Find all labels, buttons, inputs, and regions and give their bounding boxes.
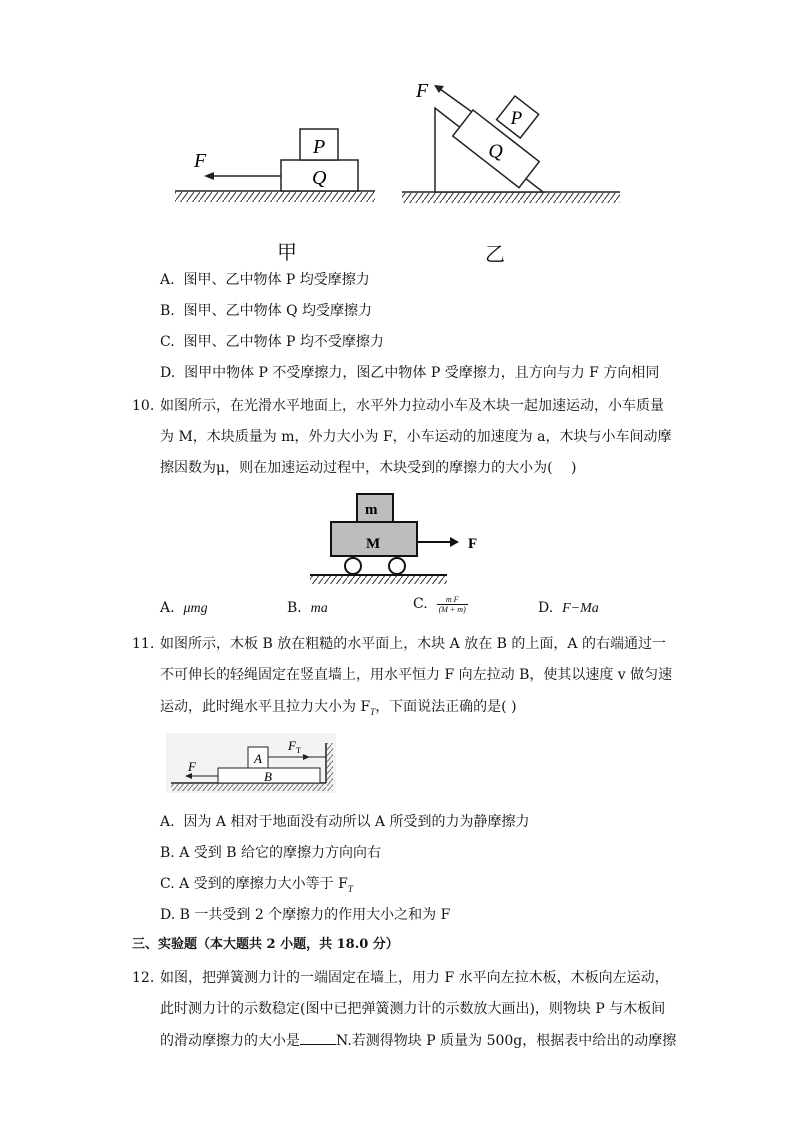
ground-hatch-yi bbox=[402, 193, 620, 203]
label-p-yi: P bbox=[510, 108, 523, 130]
option-text: 图甲、乙中物体 P 均不受摩擦力 bbox=[183, 334, 384, 350]
q11-option-c bbox=[160, 874, 353, 899]
option-text: F−Ma bbox=[562, 601, 599, 616]
q12-line-3 bbox=[160, 1030, 676, 1051]
label-f: F bbox=[194, 150, 207, 172]
force-arrowhead bbox=[204, 172, 214, 180]
label-m-big: M bbox=[366, 536, 381, 552]
figure-board-svg bbox=[166, 733, 336, 793]
answer-blank bbox=[300, 1030, 336, 1045]
wall-hatch bbox=[327, 743, 333, 791]
wheel-left bbox=[345, 558, 361, 574]
label-ft: F bbox=[288, 738, 296, 753]
option-text: μmg bbox=[183, 601, 208, 616]
q11-line-2: 不可伸长的轻绳固定在竖直墙上，用水平恒力 F 向左拉动 B，使其以速度 v 做匀速 bbox=[160, 667, 673, 683]
q11-line-3 bbox=[160, 697, 517, 722]
q9-option-d bbox=[160, 363, 659, 383]
figure-board bbox=[166, 733, 336, 793]
label-b: B bbox=[264, 769, 272, 784]
q10-number: 10. bbox=[132, 398, 155, 414]
q12-line-2: 此时测力计的示数稳定(图中已把弹簧测力计的示数放大画出)，则物块 P 与木板间 bbox=[160, 1001, 666, 1017]
label-f-cart: F bbox=[468, 536, 478, 552]
option-text: ma bbox=[310, 601, 328, 616]
fraction bbox=[437, 595, 468, 614]
q12-line-3-tail: N.若测得物块 P 质量为 500g，根据表中给出的动摩擦 bbox=[336, 1033, 677, 1049]
q9-option-a bbox=[160, 270, 370, 290]
q10-option-b bbox=[287, 598, 328, 619]
option-letter: A. bbox=[160, 600, 175, 616]
q11-line-3-text: 运动，此时绳水平且拉力大小为 F bbox=[160, 699, 371, 715]
label-q: Q bbox=[312, 167, 327, 189]
option-letter: B. bbox=[160, 845, 175, 861]
option-letter: B. bbox=[287, 600, 302, 616]
caption-yi: 乙 bbox=[485, 242, 505, 266]
board-ground-hatch bbox=[171, 784, 326, 791]
figure-yi-svg bbox=[400, 72, 625, 212]
ground-hatch bbox=[175, 192, 375, 202]
q11-option-a bbox=[160, 812, 530, 832]
figure-cart bbox=[305, 490, 495, 585]
fraction-denominator: (M + m) bbox=[438, 604, 466, 614]
q11-option-b bbox=[160, 843, 381, 863]
label-f-board: F bbox=[188, 759, 196, 774]
q10-option-a bbox=[160, 598, 208, 619]
cart-force-arrowhead bbox=[450, 537, 459, 547]
figure-cart-svg bbox=[305, 490, 495, 585]
subscript-t: T bbox=[347, 883, 353, 894]
label-f-yi: F bbox=[416, 80, 429, 102]
option-text: A 受到 B 给它的摩擦力方向向右 bbox=[179, 845, 381, 861]
label-q-yi: Q bbox=[488, 140, 503, 163]
option-text: A 受到的摩擦力大小等于 F bbox=[179, 876, 348, 892]
q11-line-1: 如图所示，木板 B 放在粗糙的水平面上，木块 A 放在 B 的上面，A 的右端通过一 bbox=[160, 636, 666, 652]
option-letter: C. bbox=[160, 876, 175, 892]
wheel-right bbox=[389, 558, 405, 574]
fraction-numerator: m F bbox=[437, 595, 468, 605]
option-letter: A. bbox=[160, 814, 175, 830]
option-text: 因为 A 相对于地面没有动所以 A 所受到的力为静摩擦力 bbox=[183, 814, 530, 830]
q11-line-3-tail: ，下面说法正确的是( ) bbox=[375, 699, 517, 715]
block-p-yi bbox=[497, 96, 539, 138]
figure-jia bbox=[170, 120, 380, 210]
q10-line-3: 擦因数为μ，则在加速运动过程中，木块受到的摩擦力的大小为( ) bbox=[160, 460, 577, 476]
force-arrowhead-yi bbox=[434, 85, 444, 93]
cart-ground-hatch bbox=[310, 576, 447, 584]
q10-option-d bbox=[538, 598, 599, 619]
option-text: 图甲中物体 P 不受摩擦力，图乙中物体 P 受摩擦力，且方向与力 F 方向相同 bbox=[184, 365, 660, 381]
q11-number: 11. bbox=[132, 636, 155, 652]
option-letter: D. bbox=[160, 365, 176, 381]
figure-jia-svg bbox=[170, 120, 380, 210]
option-text: 图甲、乙中物体 P 均受摩擦力 bbox=[183, 272, 370, 288]
option-letter: C. bbox=[413, 596, 428, 612]
q10-line-2: 为 M，木块质量为 m，外力大小为 F，小车运动的加速度为 a，木块与小车间动摩 bbox=[160, 429, 672, 445]
q9-option-c bbox=[160, 332, 384, 352]
force-arrow-yi bbox=[440, 89, 472, 112]
q10-option-c bbox=[413, 594, 468, 614]
q9-option-b bbox=[160, 301, 372, 321]
option-text: 图甲、乙中物体 Q 均受摩擦力 bbox=[183, 303, 373, 319]
q10-line-1: 如图所示，在光滑水平地面上，水平外力拉动小车及木块一起加速运动，小车质量 bbox=[160, 398, 664, 414]
option-letter: C. bbox=[160, 334, 175, 350]
caption-jia: 甲 bbox=[277, 240, 297, 264]
q12-line-3-text: 的滑动摩擦力的大小是 bbox=[160, 1033, 300, 1049]
label-p: P bbox=[313, 136, 326, 158]
label-ft-sub: T bbox=[296, 746, 301, 755]
option-letter: B. bbox=[160, 303, 175, 319]
subscript-t: T bbox=[370, 706, 376, 717]
option-letter: D. bbox=[538, 600, 554, 616]
section-3-title: 三、实验题（本大题共 2 小题，共 18.0 分） bbox=[132, 937, 399, 952]
q12-number: 12. bbox=[132, 970, 155, 986]
q12-line-1: 如图，把弹簧测力计的一端固定在墙上，用力 F 水平向左拉木板，木板向左运动， bbox=[160, 970, 669, 986]
option-text: B 一共受到 2 个摩擦力的作用大小之和为 F bbox=[179, 907, 451, 923]
label-a: A bbox=[254, 751, 262, 766]
figure-yi bbox=[400, 72, 625, 212]
label-m-small: m bbox=[365, 502, 378, 518]
option-letter: D. bbox=[160, 907, 176, 923]
option-letter: A. bbox=[160, 272, 175, 288]
q11-option-d bbox=[160, 905, 450, 925]
